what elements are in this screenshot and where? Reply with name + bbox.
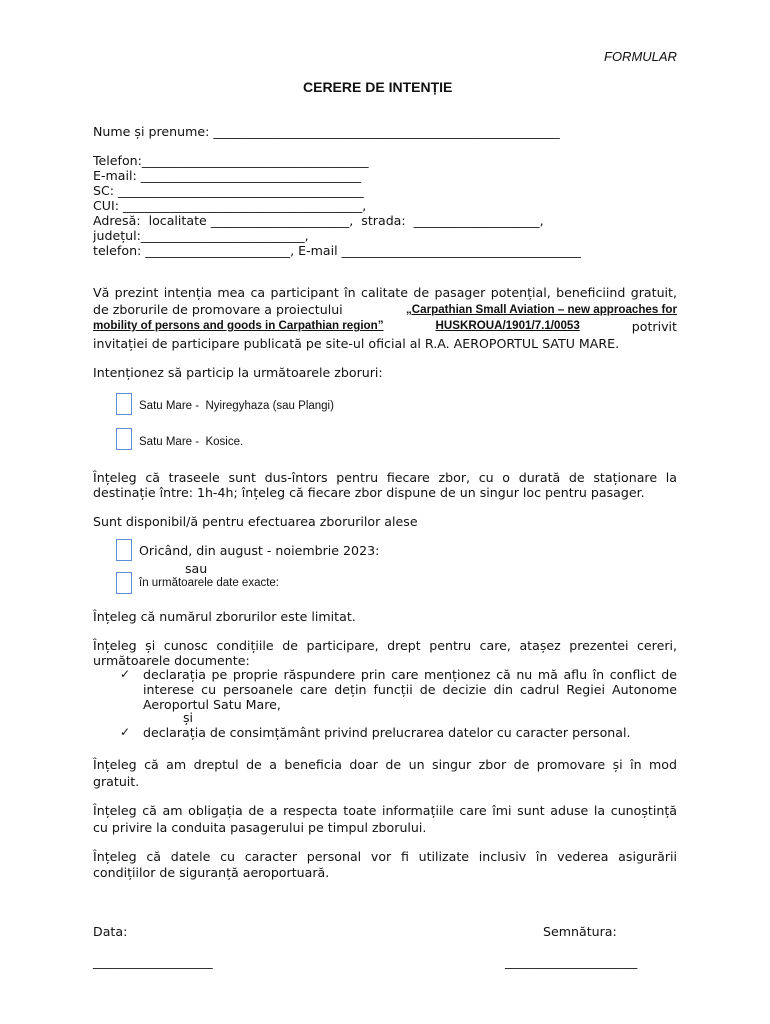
checkbox-flight-nyiregyhaza[interactable] bbox=[116, 393, 132, 415]
intro-potrivit: potrivit bbox=[631, 319, 677, 334]
check-icon: ✓ bbox=[120, 667, 131, 681]
checkbox-flight-kosice[interactable] bbox=[116, 428, 132, 450]
field-nume[interactable]: Nume și prenume: _______________________________________________________ bbox=[93, 124, 560, 139]
paragraph-intro-line1: Vă prezint intenția mea ca participant în calitate de pasager potențial, beneficiind gratuit, bbox=[93, 285, 677, 300]
document-consent: declarația de consimțământ privind prelucrarea datelor cu caracter personal. bbox=[143, 725, 631, 740]
availability-option-anytime: Oricând, din august - noiembrie 2023: bbox=[139, 543, 380, 558]
intro-text: de zborurile de promovare a proiectului bbox=[93, 302, 343, 317]
project-code: HUSKROUA/1901/7.1/0053 bbox=[435, 319, 580, 332]
paragraph-intro-line3 bbox=[93, 319, 677, 334]
availability-heading: Sunt disponibil/ă pentru efectuarea zborurilor alese bbox=[93, 514, 418, 529]
field-sc[interactable]: SC: _______________________________________ bbox=[93, 183, 364, 198]
paragraph-right-line1: Înțeleg că am dreptul de a beneficia doar de un singur zbor de promovare și în mod bbox=[93, 757, 677, 772]
signature-label: Semnătura: bbox=[543, 924, 617, 939]
date-label: Data: bbox=[93, 924, 128, 939]
paragraph-routes-line1: Înțeleg că traseele sunt dus-întors pentru fiecare zbor, cu o durată de staționare la bbox=[93, 470, 677, 485]
paragraph-data-line2: condițiilor de siguranță aeroportuară. bbox=[93, 865, 330, 880]
paragraph-intro-line2 bbox=[93, 302, 677, 317]
field-adresa[interactable]: Adresă: localitate ______________________, strada: ____________________, bbox=[93, 213, 544, 228]
check-icon: ✓ bbox=[120, 725, 131, 739]
field-telefon-email[interactable]: telefon: _______________________, E-mail ______________________________________ bbox=[93, 243, 581, 258]
paragraph-obligation-line2: cu privire la conduita pasagerului pe timpul zborului. bbox=[93, 820, 427, 835]
flight-option-nyiregyhaza: Satu Mare - Nyiregyhaza (sau Plangi) bbox=[139, 400, 334, 412]
paragraph-limited: Înțeleg că numărul zborurilor este limitat. bbox=[93, 609, 356, 624]
document-declaration-line2: interese cu persoanele care dețin funcții de decizie din cadrul Regiei Autonome bbox=[143, 682, 677, 697]
formular-label: FORMULAR bbox=[604, 49, 677, 64]
paragraph-conditions-line2: următoarele documente: bbox=[93, 653, 250, 668]
documents-and: și bbox=[183, 710, 194, 725]
field-telefon[interactable]: Telefon:____________________________________ bbox=[93, 153, 369, 168]
document-declaration-line3: Aeroportul Satu Mare, bbox=[143, 697, 281, 712]
flight-option-kosice: Satu Mare - Kosice. bbox=[139, 436, 244, 448]
paragraph-conditions-line1: Înțeleg și cunosc condițiile de participare, drept pentru care, atașez prezentei cereri, bbox=[93, 638, 677, 653]
availability-option-exact-dates: în următoarele date exacte: bbox=[139, 577, 279, 589]
field-email[interactable]: E-mail: ___________________________________ bbox=[93, 168, 362, 183]
paragraph-data-line1: Înțeleg că datele cu caracter personal vor fi utilizate inclusiv în vederea asigurării bbox=[93, 849, 677, 864]
paragraph-obligation-line1: Înțeleg că am obligația de a respecta toate informațiile care îmi sunt aduse la cunoștință bbox=[93, 803, 677, 818]
project-title-part2: mobility of persons and goods in Carpathian region” bbox=[93, 319, 384, 332]
document-title: CERERE DE INTENȚIE bbox=[303, 79, 453, 95]
project-title-part1: „Carpathian Small Aviation – new approaches for bbox=[405, 303, 677, 316]
flights-heading: Intenționez să particip la următoarele zboruri: bbox=[93, 365, 383, 380]
paragraph-routes-line2: destinație între: 1h-4h; înțeleg că fiecare zbor dispune de un singur loc pentru pasager. bbox=[93, 485, 645, 500]
checkbox-availability-exact-dates[interactable] bbox=[116, 572, 132, 594]
field-cui[interactable]: CUI: ______________________________________, bbox=[93, 198, 367, 213]
document-declaration-line1: declarația pe proprie răspundere prin care menționez că nu mă aflu în conflict de bbox=[143, 667, 677, 682]
availability-or: sau bbox=[185, 561, 208, 576]
field-judetul[interactable]: județul:__________________________, bbox=[93, 228, 309, 243]
date-field[interactable]: ___________________ bbox=[93, 954, 213, 969]
signature-field[interactable]: _____________________ bbox=[505, 954, 638, 969]
paragraph-intro-line4: invitației de participare publicată pe site-ul oficial al R.A. AEROPORTUL SATU MARE. bbox=[93, 336, 620, 351]
checkbox-availability-anytime[interactable] bbox=[116, 539, 132, 561]
paragraph-right-line2: gratuit. bbox=[93, 774, 140, 789]
